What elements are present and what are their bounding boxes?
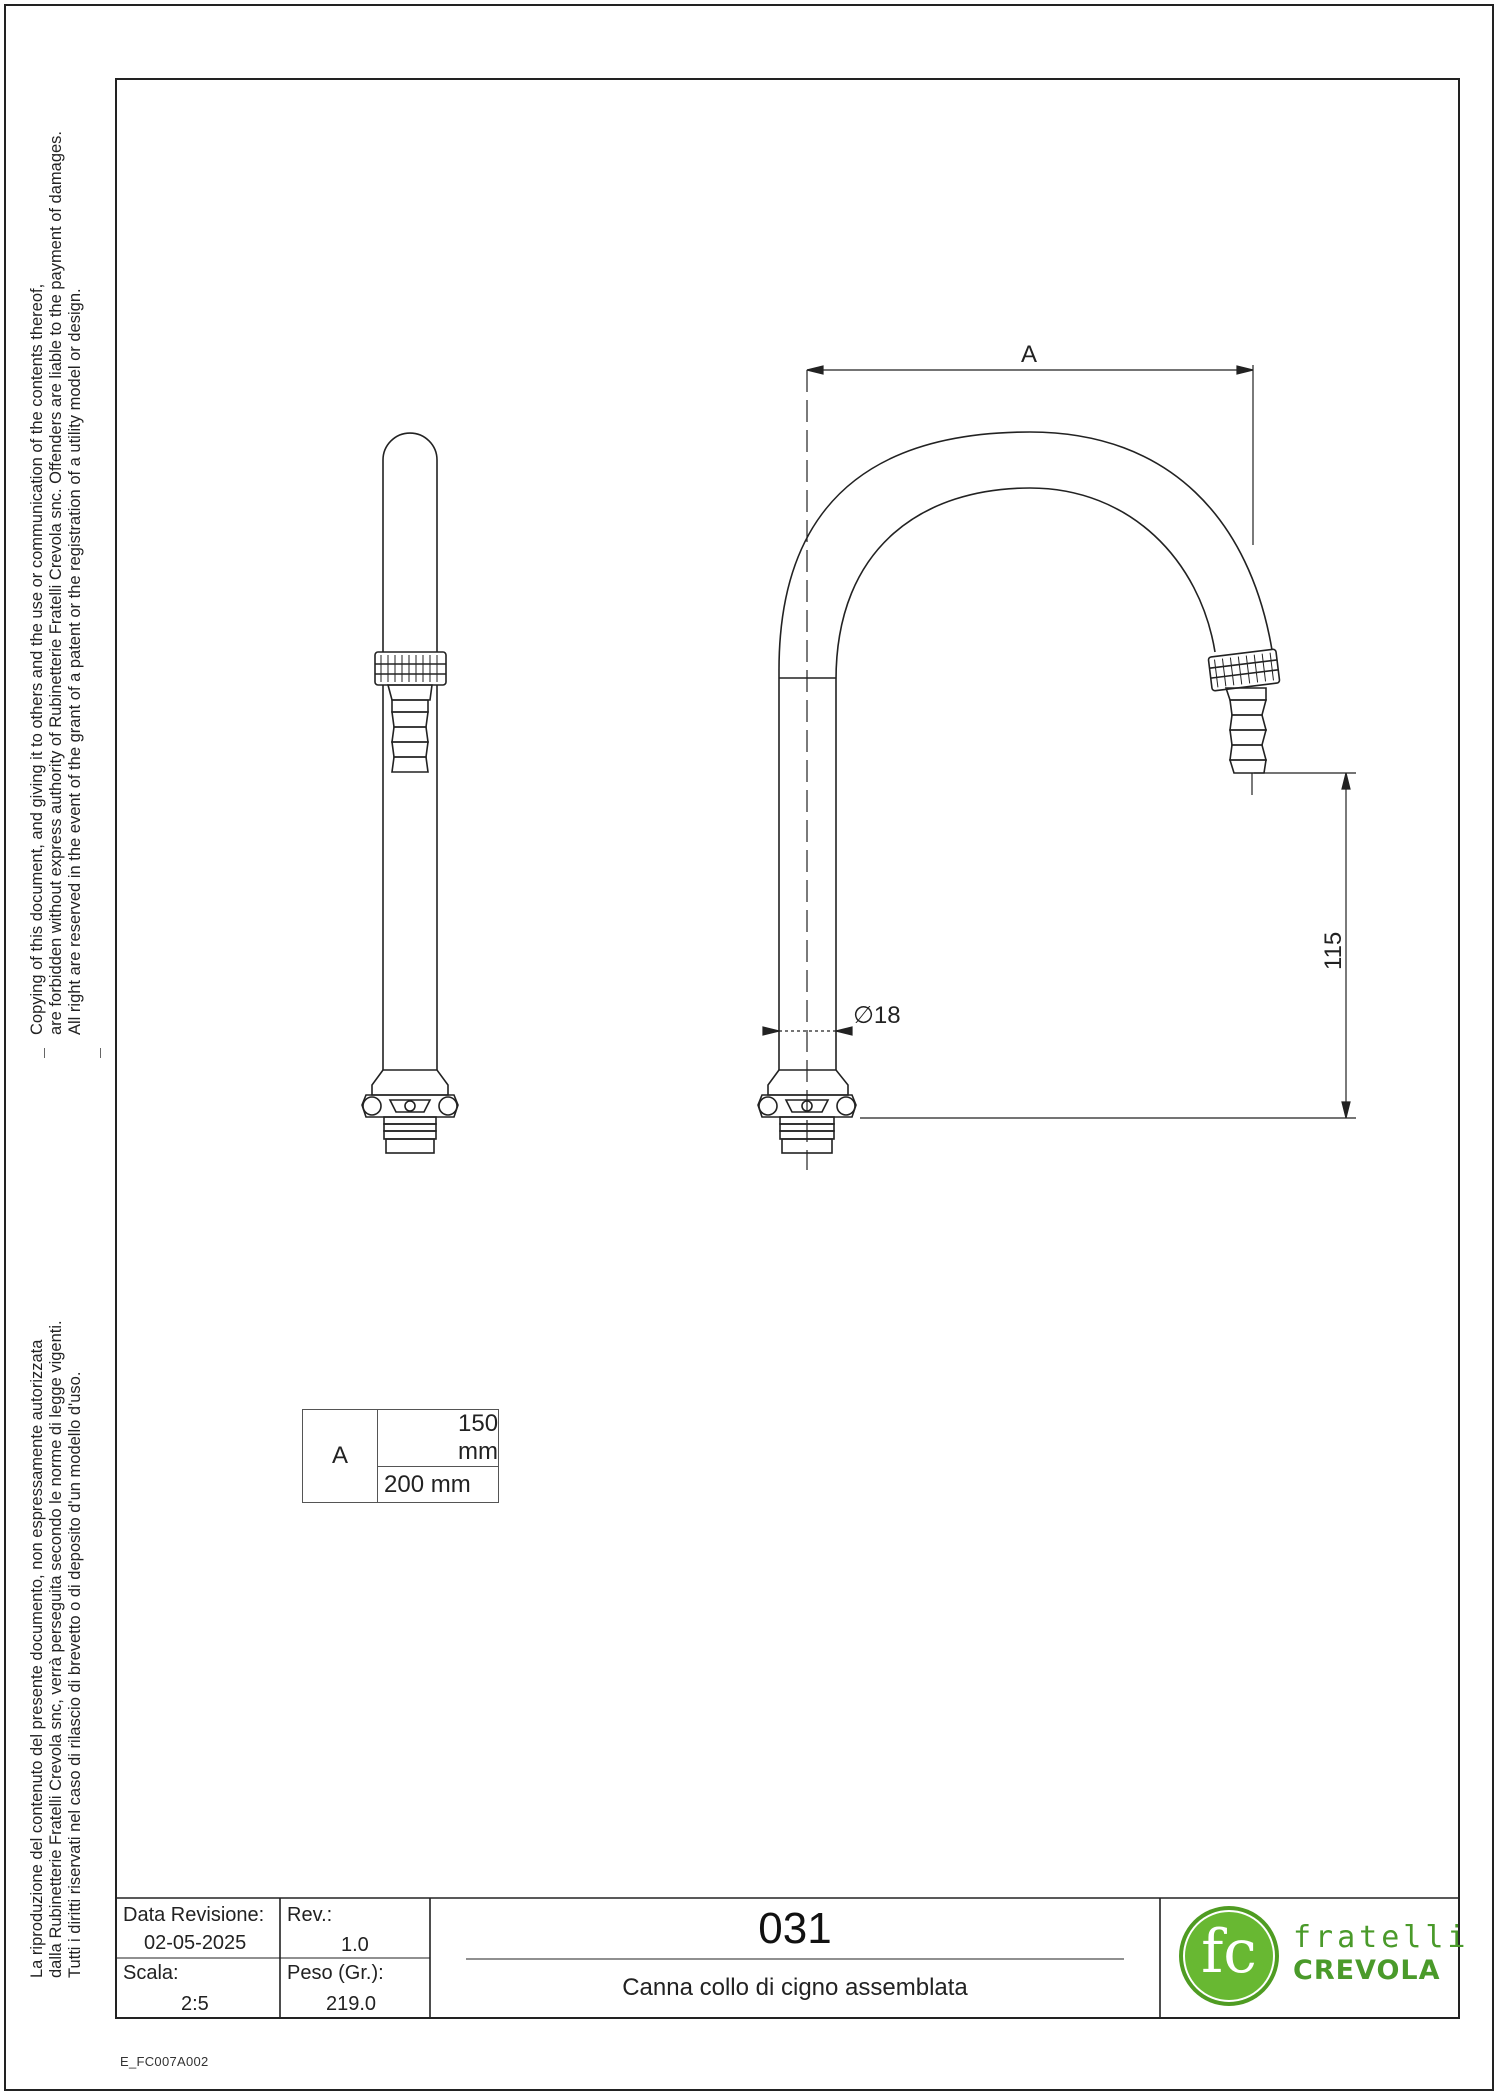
legal-notice-line: Copying of this document, and giving it to others and the use or communication of the contents thereof, [28,283,46,1035]
rev-value: 1.0 [341,1934,369,1956]
legal-notice-line: All right are reserved in the event of the grant of a patent or the registration of a utility model or design. [66,288,84,1035]
document-code: E_FC007A002 [120,2054,209,2069]
dimension-a-label: A [1021,341,1038,368]
legal-notice-line: dalla Rubinetterie Fratelli Crevola snc, verrà perseguita secondo le norme di legge vigenti. [47,1320,65,1978]
variant-table [302,1409,499,1503]
dimension-115-label: 115 [1320,931,1347,970]
legal-notice-line: La riproduzione del contenuto del presente documento, non espressamente autorizzata [28,1339,46,1978]
side-view-ring-nut [375,652,446,685]
legal-notice-line: are forbidden without express authority of Rubinetterie Fratelli Crevola snc. Offenders are liable to the payment of damages. [47,130,65,1035]
weight-value: 219.0 [326,1993,377,2015]
front-view-ring-nut [1208,649,1280,691]
rev-label: Rev.: [287,1904,333,1926]
variant-table-value: 200 mm [378,1467,499,1503]
logo-text-fratelli: fratelli [1293,1920,1470,1955]
dimension-115 [860,773,1356,1118]
logo-text-crevola: CREVOLA [1293,1955,1441,1986]
variant-table-label: A [303,1410,378,1503]
revision-date-label: Data Revisione: [123,1904,265,1926]
logo-monogram: fc [1201,1917,1257,1987]
side-view-hose-barb [392,700,428,772]
front-view-hose-barb [1226,688,1266,773]
weight-label: Peso (Gr.): [287,1962,384,1984]
dimension-a [807,365,1253,545]
dimension-diameter-label: ∅18 [853,1002,901,1029]
front-view-base-nut [768,1070,848,1095]
part-description: Canna collo di cigno assemblata [622,1974,968,2001]
part-number: 031 [758,1904,832,1953]
side-view-base-nut [372,1070,448,1095]
scale-label: Scala: [123,1962,179,1984]
side-view-spout [362,433,458,1153]
legal-notice-line: Tutti i diritti riservati nel caso di rilascio di brevetto o di deposito d'un modello d'uso. [66,1371,84,1978]
scale-value: 2:5 [181,1993,209,2015]
revision-date-value: 02-05-2025 [144,1932,247,1954]
variant-table-value: 150 mm [378,1410,499,1467]
front-view-spout [758,432,1280,1153]
